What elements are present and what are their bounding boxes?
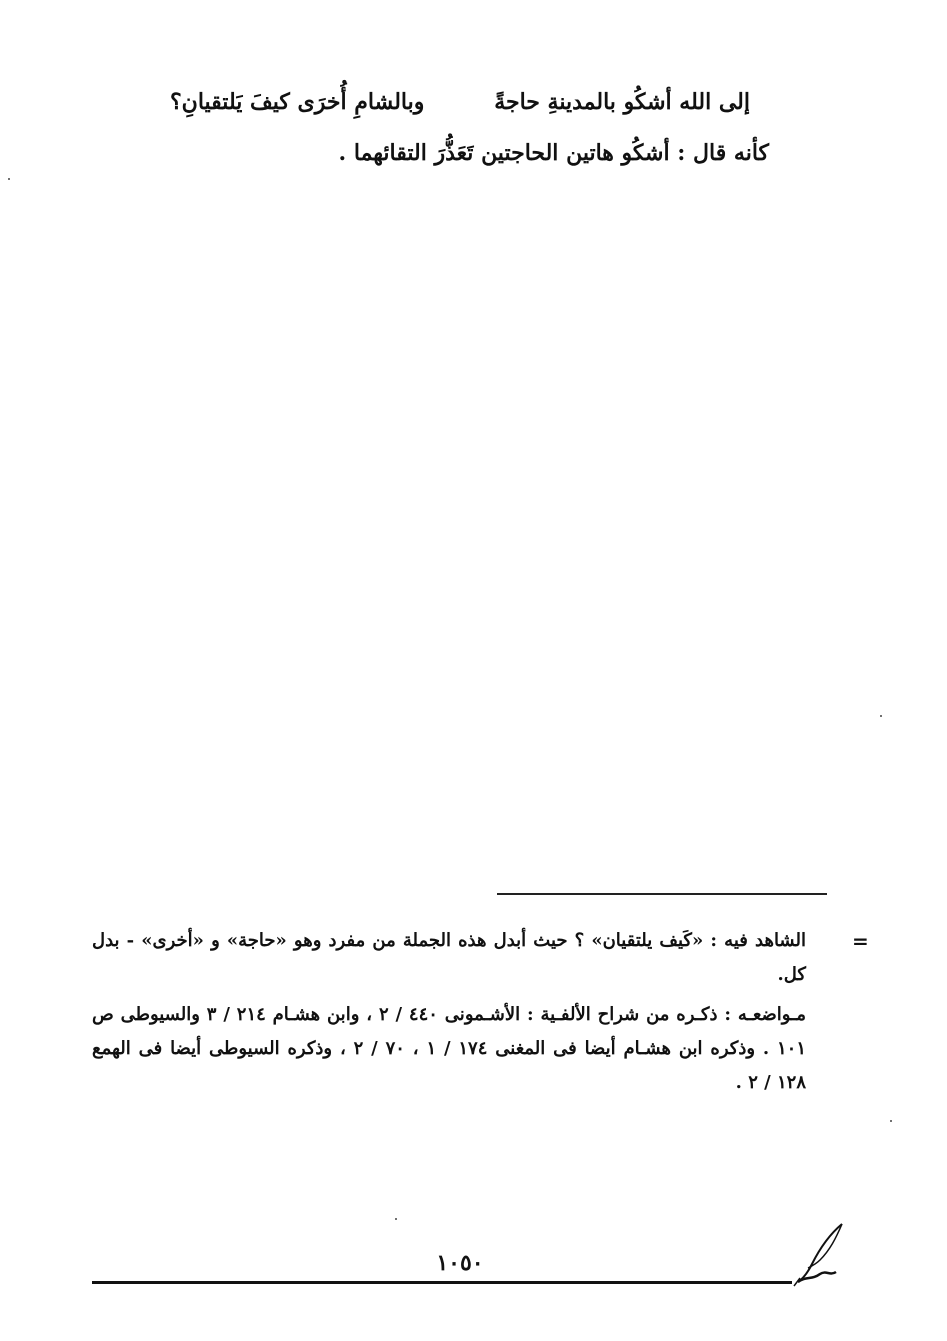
footnote-sources: [92, 998, 806, 1100]
footnote-continuation-marker: =: [852, 929, 869, 953]
footnote-witness: [92, 924, 806, 992]
bottom-rule: [92, 1281, 792, 1284]
scan-speck: [395, 1218, 397, 1220]
verse-explanation: كأنه قال : أشكُو هاتين الحاجتين تَعَذُّرَ التقائهما .: [338, 140, 769, 166]
quill-icon: [790, 1220, 850, 1290]
footnote-witness-label: الشاهد فيه :: [710, 930, 806, 951]
verse-second-hemistich: وبالشامِ أُخرَى كيفَ يَلتقيانِ؟: [170, 89, 425, 115]
scan-speck: [880, 715, 882, 717]
verse-first-hemistich: إلى الله أشكُو بالمدينةِ حاجةً: [494, 89, 750, 115]
footnote-separator: [497, 893, 827, 895]
footnote-sources-label: مـواضعـه :: [724, 1004, 807, 1025]
poetry-verse: [170, 82, 750, 122]
scan-speck: [890, 1120, 892, 1122]
footnote-sources-text: ذكـره من شراح الألفـية : الأشـمونى ٤٤٠ / ٢ ، وابن هشـام ٢١٤ / ٣ والسيوطى ص ١٠١ . وذكره ابن هشـام أيضا فى المغنى ١٧٤ / ١ ، ٧٠ / ٢ ، وذكره السيوطى أيضا فى الهمع ١٢٨ / ٢ .: [92, 1004, 807, 1093]
footnotes: [92, 924, 806, 1106]
page-number: ١٠٥٠: [436, 1250, 484, 1276]
footnote-witness-text: «كَيف يلتقيان» ؟ حيث أبدل هذه الجملة من مفرد وهو «حاجة» و «أخرى» - بدل كل.: [92, 930, 806, 985]
scan-speck: [8, 178, 10, 180]
